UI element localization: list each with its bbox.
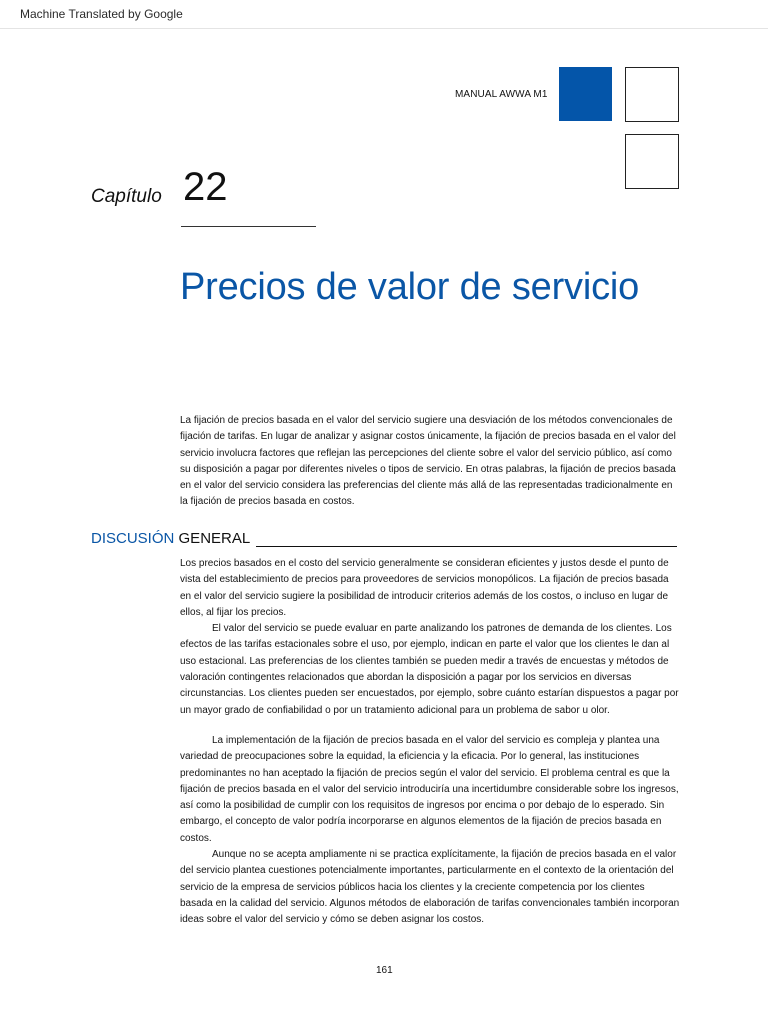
discussion-block-1 <box>180 556 680 719</box>
discussion-paragraph: Los precios basados en el costo del servicio generalmente se consideran eficientes y justos desde el punto de vista del establecimiento de precios para proveedores de servicios monopólicos. La fijación de precios basada en el valor del servicio sugiere la posibilidad de introducir criterios además de los costos, o incluso en lugar de ellos, al fijar los precios. <box>180 558 669 618</box>
section-heading-word-1: DISCUSIÓN <box>91 530 175 547</box>
intro-paragraph: La fijación de precios basada en el valor del servicio sugiere una desviación de los métodos convencionales de fijación de tarifas. En lugar de analizar y asignar costos únicamente, la fijación de precios basada en el valor del servicio involucra factores que reflejan las percepciones del cliente sobre el valor del servicio público, así como su disposición a pagar por diferentes niveles o tipos de servicio. En otras palabras, la fijación de precios basada en el valor del servicio considera las preferencias del cliente más allá de las representadas tradicionalmente en la fijación de precios basada en costos. <box>180 415 676 508</box>
manual-label: MANUAL AWWA M1 <box>455 89 548 100</box>
chapter-label: Capítulo <box>91 186 162 207</box>
section-heading <box>91 530 677 547</box>
blue-square-decoration <box>559 67 612 121</box>
page-number: 161 <box>376 965 393 976</box>
discussion-paragraph: La implementación de la fijación de precios basada en el valor del servicio es compleja y plantea una variedad de preocupaciones sobre la equidad, la eficiencia y la eficacia. Por lo general, las instituciones predominantes no han aceptado la fijación de precios según el valor del servicio. El problema central es que la fijación de precios basada en el valor del servicio introduciría una incertidumbre considerable sobre los ingresos, así como la posibilidad de cumplir con los requisitos de ingresos por encima o por debajo de lo esperado. Sin embargo, el concepto de valor podría incorporarse en algunos elementos de la fijación de precios basada en costos. <box>180 735 679 844</box>
chapter-number: 22 <box>183 165 228 209</box>
discussion-paragraph: El valor del servicio se puede evaluar en parte analizando los patrones de demanda de los clientes. Los efectos de las tarifas estacionales sobre el uso, por ejemplo, indican en parte el valor que los clientes le dan al uso estacional. Las preferencias de los clientes también se pueden medir a través de encuestas y métodos de valoración contingentes relacionados que abordan la disposición a pagar por los servicios en diversas circunstancias. Los clientes pueden ser encuestados, por ejemplo, sobre cuánto estarían dispuestos a pagar por un mayor grado de confiabilidad o por un tratamiento adicional para un problema de sabor u olor. <box>180 623 679 716</box>
discussion-paragraph: Aunque no se acepta ampliamente ni se practica explícitamente, la fijación de precios basada en el valor del servicio plantea cuestiones potencialmente importantes, particularmente en el contexto de la orientación del servicio de la empresa de servicios públicos hacia los clientes y la creciente competencia por los clientes basada en la calidad del servicio. Algunos métodos de elaboración de tarifas convencionales también incorporan ideas sobre el valor del servicio y cómo se deben asignar los costos. <box>180 849 680 926</box>
translation-banner <box>0 0 768 29</box>
page-title: Precios de valor de servicio <box>180 266 640 308</box>
outline-square-decoration-top <box>625 67 679 122</box>
discussion-block-2 <box>180 733 680 929</box>
translation-banner-text: Machine Translated by Google <box>20 7 183 21</box>
section-heading-word-2: GENERAL <box>178 530 251 547</box>
section-heading-rule <box>256 546 677 547</box>
intro-block <box>180 413 680 511</box>
outline-square-decoration-bottom <box>625 134 679 189</box>
chapter-rule <box>181 226 316 227</box>
